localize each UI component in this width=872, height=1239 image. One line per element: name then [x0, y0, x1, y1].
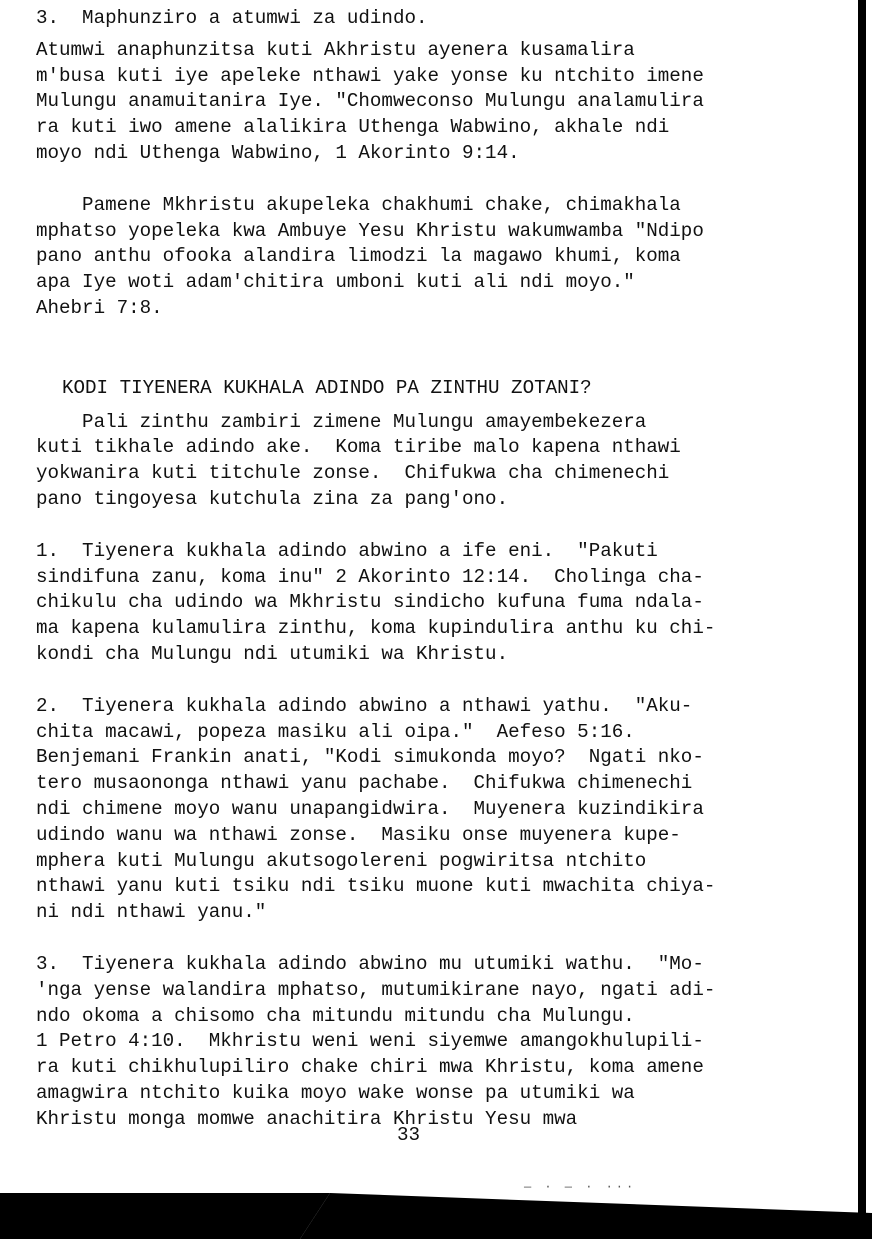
- text-line: ma kapena kulamulira zinthu, koma kupindulira anthu ku chi-: [36, 617, 716, 640]
- text-line: pano anthu ofooka alandira limodzi la magawo khumi, koma: [36, 245, 681, 268]
- text-line: chikulu cha udindo wa Mkhristu sindicho kufuna fuma ndala-: [36, 591, 704, 614]
- text-line: kuti tikhale adindo ake. Koma tiribe malo kapena nthawi: [36, 436, 681, 459]
- text-line: kondi cha Mulungu ndi utumiki wa Khristu.: [36, 642, 509, 665]
- text-line: udindo wanu wa nthawi zonse. Masiku onse muyenera kupe-: [36, 823, 681, 846]
- text-line: 2. Tiyenera kukhala adindo abwino a nthawi yathu. "Aku-: [36, 694, 693, 717]
- text-line: mphera kuti Mulungu akutsogolereni pogwiritsa ntchito: [36, 849, 647, 872]
- text-line: ra kuti chikhulupiliro chake chiri mwa Khristu, koma amene: [36, 1056, 704, 1079]
- text-line: nthawi yanu kuti tsiku ndi tsiku muone kuti mwachita chiya-: [36, 875, 716, 898]
- page-number: 33: [397, 1124, 421, 1146]
- text-line: Benjemani Frankin anati, "Kodi simukonda moyo? Ngati nko-: [36, 746, 704, 769]
- scan-artifact-dashes: — · — · ···: [524, 1180, 637, 1194]
- text-line: tero musaononga nthawi yanu pachabe. Chifukwa chimenechi: [36, 772, 693, 795]
- text-line: Pali zinthu zambiri zimene Mulungu amayembekezera: [36, 410, 647, 433]
- text-line: yokwanira kuti titchule zonse. Chifukwa cha chimenechi: [36, 462, 670, 485]
- text-line: ra kuti iwo amene alalikira Uthenga Wabwino, akhale ndi: [36, 116, 670, 139]
- text-line: ndi chimene moyo wanu unapangidwira. Muyenera kuzindikira: [36, 797, 704, 820]
- text-line: apa Iye woti adam'chitira umboni kuti ali ndi moyo.": [36, 271, 635, 294]
- paragraph-zinthu: [36, 410, 826, 513]
- text-line: pano tingoyesa kutchula zina za pang'ono.: [36, 487, 509, 510]
- text-line: m'busa kuti iye apeleke nthawi yake yonse ku ntchito imene: [36, 64, 704, 87]
- list-item-1: [36, 539, 826, 668]
- scan-bottom-shadow: [0, 1185, 872, 1239]
- text-line: 1. Tiyenera kukhala adindo abwino a ife eni. "Pakuti: [36, 539, 658, 562]
- text-line: ni ndi nthawi yanu.": [36, 901, 267, 924]
- heading-text: KODI TIYENERA KUKHALA ADINDO PA ZINTHU ZOTANI?: [62, 376, 592, 399]
- text-line: Khristu monga momwe anachitira Khristu Yesu mwa: [36, 1107, 578, 1130]
- text-line: 1 Petro 4:10. Mkhristu weni weni siyemwe amangokhulupili-: [36, 1030, 704, 1053]
- list-item-2: [36, 694, 826, 926]
- text-line: sindifuna zanu, koma inu" 2 Akorinto 12:14. Cholinga cha-: [36, 565, 704, 588]
- text-line: Atumwi anaphunzitsa kuti Akhristu ayenera kusamalira: [36, 38, 635, 61]
- paragraph-chakhumi: [36, 193, 826, 322]
- text-line: 'nga yense walandira mphatso, mutumikirane nayo, ngati adi-: [36, 978, 716, 1001]
- text-line: 3. Tiyenera kukhala adindo abwino mu utumiki wathu. "Mo-: [36, 952, 704, 975]
- list-item-3: [36, 952, 826, 1133]
- text-line: Ahebri 7:8.: [36, 296, 163, 319]
- page-edge-shadow-right: [858, 0, 866, 1190]
- text-line: amagwira ntchito kuika moyo wake wonse pa utumiki wa: [36, 1081, 635, 1104]
- section-heading: 3. Maphunziro a atumwi za udindo.: [36, 7, 428, 29]
- section-title: [36, 376, 826, 402]
- text-line: Mulungu anamuitanira Iye. "Chomweconso Mulungu analamulira: [36, 90, 704, 113]
- text-line: mphatso yopeleka kwa Ambuye Yesu Khristu wakumwamba "Ndipo: [36, 219, 704, 242]
- text-line: Pamene Mkhristu akupeleka chakhumi chake, chimakhala: [36, 193, 681, 216]
- document-text: [36, 6, 826, 1132]
- text-line: moyo ndi Uthenga Wabwino, 1 Akorinto 9:14.: [36, 141, 520, 164]
- text-line: chita macawi, popeza masiku ali oipa." Aefeso 5:16.: [36, 720, 635, 743]
- paragraph-udindo-intro: [36, 6, 826, 167]
- text-line: ndo okoma a chisomo cha mitundu mitundu cha Mulungu.: [36, 1004, 635, 1027]
